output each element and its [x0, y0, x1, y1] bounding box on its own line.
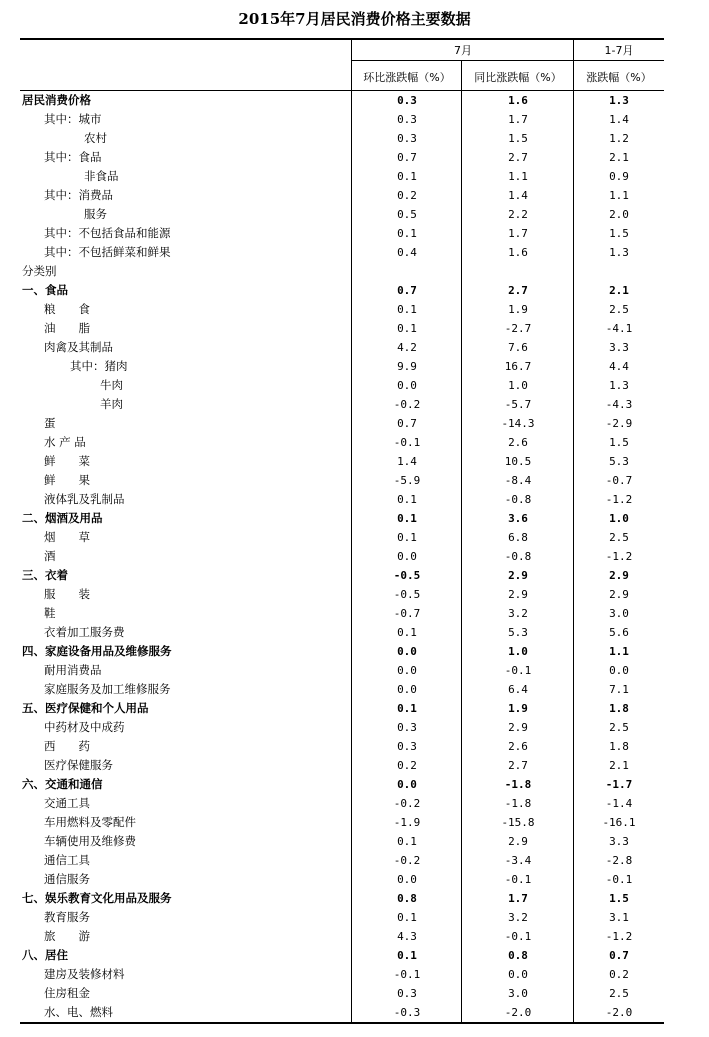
table-row — [20, 813, 664, 832]
value-ytd: 1.5 — [609, 436, 629, 449]
value-mom: 0.7 — [397, 284, 417, 297]
row-label: 耐用消费品 — [44, 663, 102, 677]
table-row — [20, 642, 664, 661]
value-ytd: 0.7 — [609, 949, 629, 962]
value-mom: 1.4 — [397, 455, 417, 468]
value-ytd: 1.1 — [609, 645, 629, 658]
row-label: 水、电、燃料 — [44, 1005, 113, 1019]
row-label: 教育服务 — [44, 910, 90, 924]
value-mom: 0.3 — [397, 94, 417, 107]
value-mom: 0.1 — [397, 626, 417, 639]
value-mom: 0.0 — [397, 873, 417, 886]
value-mom: 0.3 — [397, 721, 417, 734]
value-yoy: 3.2 — [508, 911, 528, 924]
table-row — [20, 623, 664, 642]
value-yoy: 3.2 — [508, 607, 528, 620]
page-title: 2015年7月居民消费价格主要数据 — [238, 10, 471, 28]
value-ytd: 1.1 — [609, 189, 629, 202]
table-row — [20, 91, 664, 110]
value-mom: 0.1 — [397, 303, 417, 316]
row-label: 三、衣着 — [22, 568, 68, 582]
row-label: 住房租金 — [44, 986, 90, 1000]
row-label: 中药材及中成药 — [44, 720, 125, 734]
value-mom: 0.0 — [397, 664, 417, 677]
value-mom: 0.3 — [397, 113, 417, 126]
row-label: 通信工具 — [44, 853, 90, 867]
table-row — [20, 414, 664, 433]
table-row — [20, 946, 664, 965]
value-yoy: 6.4 — [508, 683, 528, 696]
table-row — [20, 186, 664, 205]
row-label: 鞋 — [44, 606, 56, 620]
row-label: 四、家庭设备用品及维修服务 — [22, 644, 172, 658]
table-row — [20, 357, 664, 376]
value-ytd: 2.5 — [609, 531, 629, 544]
value-yoy: 0.0 — [508, 968, 528, 981]
value-yoy: -0.8 — [504, 493, 532, 506]
row-label: 液体乳及乳制品 — [44, 492, 125, 506]
table-row — [20, 984, 664, 1003]
table-row — [20, 433, 664, 452]
value-yoy: 10.5 — [504, 455, 532, 468]
row-label: 服 装 — [44, 587, 90, 601]
value-yoy: 2.7 — [508, 151, 528, 164]
table-row — [20, 167, 664, 186]
value-yoy: 2.6 — [508, 436, 528, 449]
value-ytd: 2.1 — [609, 151, 629, 164]
value-mom: 0.1 — [397, 949, 417, 962]
value-mom: -0.2 — [393, 797, 421, 810]
table-row — [20, 718, 664, 737]
table-row — [20, 376, 664, 395]
value-mom: -1.9 — [393, 816, 421, 829]
table-header — [20, 40, 664, 91]
value-ytd: 1.8 — [609, 740, 629, 753]
value-ytd: 2.9 — [609, 569, 629, 582]
value-ytd: 2.0 — [609, 208, 629, 221]
value-yoy: -0.1 — [504, 664, 532, 677]
header-mom: 环比涨跌幅（%） — [363, 71, 451, 84]
value-mom: 4.2 — [397, 341, 417, 354]
row-label: 其中：食品 — [44, 150, 102, 164]
table-row — [20, 547, 664, 566]
value-yoy: 3.0 — [508, 987, 528, 1000]
table-row — [20, 661, 664, 680]
table-body — [20, 91, 664, 1022]
table-row — [20, 509, 664, 528]
value-mom: 0.3 — [397, 987, 417, 1000]
row-label: 交通工具 — [44, 796, 90, 810]
value-ytd: 2.1 — [609, 759, 629, 772]
row-label: 旅 游 — [44, 929, 90, 943]
value-yoy: 5.3 — [508, 626, 528, 639]
value-ytd: 2.1 — [609, 284, 629, 297]
table-row — [20, 794, 664, 813]
value-yoy: -0.1 — [504, 930, 532, 943]
table-row — [20, 737, 664, 756]
value-yoy: 1.0 — [508, 645, 528, 658]
value-yoy: -2.7 — [504, 322, 532, 335]
value-yoy: 2.2 — [508, 208, 528, 221]
header-ytd: 涨跌幅（%） — [586, 71, 652, 84]
table-row — [20, 300, 664, 319]
value-ytd: 1.0 — [609, 512, 629, 525]
value-ytd: 1.8 — [609, 702, 629, 715]
header-yoy: 同比涨跌幅（%） — [474, 71, 562, 84]
value-mom: 0.1 — [397, 911, 417, 924]
value-mom: 0.1 — [397, 322, 417, 335]
value-yoy: 0.8 — [508, 949, 528, 962]
row-label: 衣着加工服务费 — [44, 625, 125, 639]
row-label: 非食品 — [84, 169, 119, 183]
value-mom: -5.9 — [393, 474, 421, 487]
row-label: 五、医疗保健和个人用品 — [22, 701, 149, 715]
value-ytd: 0.0 — [609, 664, 629, 677]
value-mom: 0.7 — [397, 151, 417, 164]
table-row — [20, 471, 664, 490]
header-group-jan-jul: 1-7月 — [604, 44, 634, 57]
row-label: 烟 草 — [44, 530, 90, 544]
value-ytd: -2.0 — [605, 1006, 633, 1019]
row-label: 酒 — [44, 549, 56, 563]
row-label: 鲜 果 — [44, 473, 90, 487]
table-row — [20, 927, 664, 946]
table-row — [20, 110, 664, 129]
value-mom: 0.7 — [397, 417, 417, 430]
value-mom: -0.5 — [393, 569, 421, 582]
value-ytd: 1.3 — [609, 379, 629, 392]
value-mom: 0.0 — [397, 778, 417, 791]
row-label: 蛋 — [44, 416, 56, 430]
row-label: 其中：消费品 — [44, 188, 113, 202]
table-row — [20, 338, 664, 357]
row-label: 二、烟酒及用品 — [22, 511, 103, 525]
table-row — [20, 243, 664, 262]
value-mom: 0.0 — [397, 379, 417, 392]
value-ytd: 1.4 — [609, 113, 629, 126]
value-yoy: 6.8 — [508, 531, 528, 544]
value-mom: 0.2 — [397, 759, 417, 772]
value-ytd: -1.2 — [605, 493, 633, 506]
table-row — [20, 319, 664, 338]
value-yoy: -8.4 — [504, 474, 532, 487]
value-ytd: -2.8 — [605, 854, 633, 867]
value-yoy: -14.3 — [501, 417, 535, 430]
row-label: 八、居住 — [22, 948, 68, 962]
table-row — [20, 870, 664, 889]
value-mom: 0.5 — [397, 208, 417, 221]
value-yoy: 2.9 — [508, 721, 528, 734]
row-label: 七、娱乐教育文化用品及服务 — [22, 891, 172, 905]
table-row — [20, 832, 664, 851]
value-mom: 0.1 — [397, 702, 417, 715]
value-yoy: 2.9 — [508, 569, 528, 582]
value-yoy: 1.5 — [508, 132, 528, 145]
value-yoy: -5.7 — [504, 398, 532, 411]
value-mom: 0.1 — [397, 531, 417, 544]
header-divider — [352, 60, 664, 61]
table-row — [20, 205, 664, 224]
table-row — [20, 756, 664, 775]
value-yoy: 7.6 — [508, 341, 528, 354]
value-ytd: -4.1 — [605, 322, 633, 335]
row-label: 车用燃料及零配件 — [44, 815, 136, 829]
value-yoy: 1.7 — [508, 892, 528, 905]
table-row — [20, 281, 664, 300]
table-row — [20, 224, 664, 243]
value-yoy: 1.7 — [508, 227, 528, 240]
table-row — [20, 680, 664, 699]
value-ytd: 1.5 — [609, 892, 629, 905]
table-row — [20, 965, 664, 984]
value-mom: 4.3 — [397, 930, 417, 943]
value-mom: -0.5 — [393, 588, 421, 601]
value-ytd: 1.2 — [609, 132, 629, 145]
row-label: 肉禽及其制品 — [44, 340, 113, 354]
value-yoy: -0.1 — [504, 873, 532, 886]
row-label: 鲜 菜 — [44, 454, 90, 468]
table-row — [20, 889, 664, 908]
table-row — [20, 490, 664, 509]
table-row — [20, 604, 664, 623]
value-mom: 0.8 — [397, 892, 417, 905]
row-label: 水 产 品 — [44, 435, 86, 449]
value-yoy: 1.9 — [508, 702, 528, 715]
row-label: 车辆使用及维修费 — [44, 834, 136, 848]
value-ytd: -16.1 — [602, 816, 636, 829]
value-ytd: 1.3 — [609, 246, 629, 259]
table-row — [20, 566, 664, 585]
value-mom: 9.9 — [397, 360, 417, 373]
table-row — [20, 775, 664, 794]
value-yoy: 1.6 — [508, 246, 528, 259]
value-yoy: 1.9 — [508, 303, 528, 316]
value-mom: 0.0 — [397, 683, 417, 696]
value-mom: 0.1 — [397, 170, 417, 183]
row-label: 其中：不包括食品和能源 — [44, 226, 171, 240]
value-mom: -0.3 — [393, 1006, 421, 1019]
value-mom: 0.4 — [397, 246, 417, 259]
table-row — [20, 699, 664, 718]
value-ytd: -1.4 — [605, 797, 633, 810]
value-mom: 0.3 — [397, 132, 417, 145]
value-ytd: 3.3 — [609, 341, 629, 354]
value-ytd: 7.1 — [609, 683, 629, 696]
value-yoy: 3.6 — [508, 512, 528, 525]
value-ytd: 2.5 — [609, 721, 629, 734]
value-mom: 0.1 — [397, 227, 417, 240]
table-row — [20, 395, 664, 414]
table-row — [20, 528, 664, 547]
value-mom: 0.1 — [397, 512, 417, 525]
table-row — [20, 148, 664, 167]
table-row — [20, 452, 664, 471]
value-ytd: -0.7 — [605, 474, 633, 487]
value-yoy: 1.0 — [508, 379, 528, 392]
value-yoy: 1.4 — [508, 189, 528, 202]
value-mom: 0.2 — [397, 189, 417, 202]
value-yoy: 2.9 — [508, 588, 528, 601]
row-label: 通信服务 — [44, 872, 90, 886]
row-label: 其中：猪肉 — [70, 359, 128, 373]
value-yoy: -1.8 — [504, 797, 532, 810]
row-label: 居民消费价格 — [22, 93, 91, 107]
row-label: 分类别 — [22, 264, 57, 278]
row-label: 油 脂 — [44, 321, 90, 335]
row-label: 粮 食 — [44, 302, 90, 316]
value-ytd: 1.3 — [609, 94, 629, 107]
value-ytd: -4.3 — [605, 398, 633, 411]
value-ytd: 5.6 — [609, 626, 629, 639]
value-mom: -0.7 — [393, 607, 421, 620]
row-label: 其中：城市 — [44, 112, 102, 126]
table-row — [20, 908, 664, 927]
row-label: 建房及装修材料 — [44, 967, 125, 981]
row-label: 医疗保健服务 — [44, 758, 113, 772]
value-yoy: -0.8 — [504, 550, 532, 563]
value-yoy: -15.8 — [501, 816, 535, 829]
table-row — [20, 262, 664, 281]
value-mom: 0.0 — [397, 645, 417, 658]
value-ytd: 3.3 — [609, 835, 629, 848]
row-label: 其中：不包括鲜菜和鲜果 — [44, 245, 171, 259]
value-mom: 0.3 — [397, 740, 417, 753]
value-ytd: 0.2 — [609, 968, 629, 981]
value-mom: -0.1 — [393, 436, 421, 449]
table-row — [20, 129, 664, 148]
value-ytd: 2.5 — [609, 303, 629, 316]
value-ytd: -2.9 — [605, 417, 633, 430]
row-label: 服务 — [84, 207, 107, 221]
value-ytd: 1.5 — [609, 227, 629, 240]
value-ytd: 4.4 — [609, 360, 629, 373]
value-yoy: 16.7 — [504, 360, 532, 373]
value-ytd: 2.5 — [609, 987, 629, 1000]
value-yoy: 2.6 — [508, 740, 528, 753]
row-label: 羊肉 — [100, 397, 123, 411]
value-mom: -0.1 — [393, 968, 421, 981]
value-mom: -0.2 — [393, 854, 421, 867]
value-yoy: -3.4 — [504, 854, 532, 867]
value-ytd: 0.9 — [609, 170, 629, 183]
value-yoy: -2.0 — [504, 1006, 532, 1019]
table-row — [20, 851, 664, 870]
table-row — [20, 585, 664, 604]
value-ytd: -1.2 — [605, 550, 633, 563]
value-yoy: 2.7 — [508, 284, 528, 297]
value-ytd: 2.9 — [609, 588, 629, 601]
value-ytd: 5.3 — [609, 455, 629, 468]
table-row — [20, 1003, 664, 1022]
row-label: 六、交通和通信 — [22, 777, 103, 791]
value-ytd: -1.2 — [605, 930, 633, 943]
value-mom: 0.1 — [397, 493, 417, 506]
value-yoy: -1.8 — [504, 778, 532, 791]
value-yoy: 1.7 — [508, 113, 528, 126]
row-label: 西 药 — [44, 739, 90, 753]
row-label: 农村 — [84, 131, 107, 145]
value-ytd: 3.1 — [609, 911, 629, 924]
row-label: 一、食品 — [22, 283, 68, 297]
cpi-table — [20, 38, 664, 1024]
row-label: 牛肉 — [100, 378, 123, 392]
value-mom: 0.1 — [397, 835, 417, 848]
value-mom: 0.0 — [397, 550, 417, 563]
header-group-july: 7月 — [454, 44, 472, 57]
value-yoy: 1.1 — [508, 170, 528, 183]
row-label: 家庭服务及加工维修服务 — [44, 682, 171, 696]
value-ytd: -0.1 — [605, 873, 633, 886]
value-ytd: -1.7 — [605, 778, 633, 791]
value-yoy: 2.9 — [508, 835, 528, 848]
value-yoy: 2.7 — [508, 759, 528, 772]
value-ytd: 3.0 — [609, 607, 629, 620]
value-mom: -0.2 — [393, 398, 421, 411]
value-yoy: 1.6 — [508, 94, 528, 107]
